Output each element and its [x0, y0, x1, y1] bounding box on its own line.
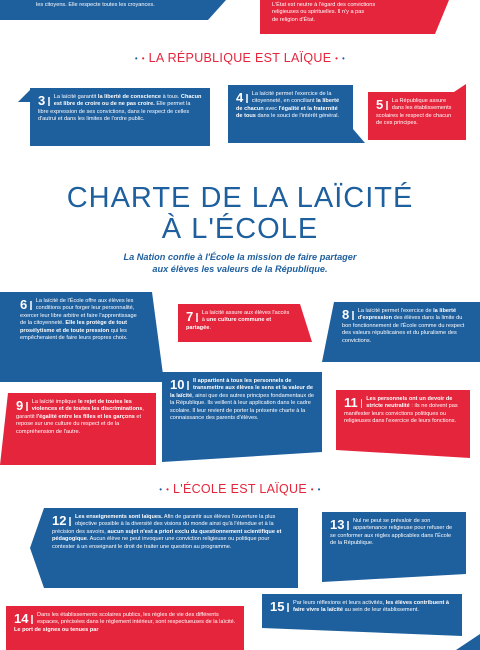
article-12-wedge: [30, 508, 44, 588]
article-9-card: 9 La laïcité implique le rejet de toutes les violences et de toutes les discriminations, garantit l'égalité entre les filles et les garçons et repose sur une culture du respect et de la compréhension de l'autre.: [8, 393, 156, 465]
article-13-number: 13: [330, 518, 349, 531]
article-11-number: 11: [344, 396, 362, 409]
article-1-text: les citoyens. Elle respecte toutes les croyances.: [36, 2, 155, 8]
article-10-wedge: [162, 452, 322, 462]
title-line-1: CHARTE DE LA LAÏCITÉ: [66, 182, 414, 214]
section-ecole-laique: • • L'ÉCOLE EST LAÏQUE • •: [159, 482, 321, 496]
article-2-card: [260, 0, 435, 34]
article-8-wedge: [322, 302, 334, 362]
article-7-card: 7 La laïcité assure aux élèves l'accès à une culture commune et partagée.: [178, 304, 300, 342]
article-2-text-2: religieuses ou spirituelles. Il n'y a pas: [272, 9, 365, 16]
page-title: [0, 184, 480, 244]
article-15-number: 15: [270, 600, 289, 613]
article-5-card: 5 La République assure dans les établissements scolaires le respect de chacun de ces principes.: [368, 92, 466, 140]
corner-decoration: [446, 628, 480, 650]
article-12-card: 12 Les enseignements sont laïques. Afin de garantir aux élèves l'ouverture la plus objective possible à la diversité des visions du monde ainsi qu'à l'étendue et à la précision des savoirs, aucun sujet n'est a priori exclu du questionnement scientifique et pédagogique. Aucun élève ne peut invoquer une conviction religieuse ou politique pour contester à un enseignant le droit de traiter une question au programme.: [44, 508, 298, 588]
article-3-card: 3 La laïcité garantit la liberté de conscience à tous. Chacun est libre de croire ou de ne pas croire. Elle permet la libre expression de ses convictions, dans le respect de celles d'autrui et dans les limites de l'ordre public.: [30, 88, 210, 146]
article-4-number: 4: [236, 91, 248, 104]
page-subtitle: La Nation confie à l'École la mission de faire partager aux élèves les valeurs de la République.: [123, 252, 357, 274]
article-12-number: 12: [52, 514, 71, 527]
article-11-card: 11 Les personnels ont un devoir de stricte neutralité : ils ne doivent pas manifester leurs convictions politiques ou religieuses dans l'exercice de leurs fonctions.: [336, 390, 470, 450]
article-7-number: 7: [186, 310, 198, 323]
article-4-wedge: [353, 129, 365, 143]
article-8-number: 8: [342, 308, 354, 321]
section-2-label: L'ÉCOLE EST LAÏQUE: [173, 482, 307, 496]
article-3-number: 3: [38, 94, 50, 107]
article-15-wedge: [262, 628, 462, 636]
article-2-text-3: de religion d'État.: [272, 16, 316, 23]
section-republique-laique: • • LA RÉPUBLIQUE EST LAÏQUE • •: [134, 51, 346, 65]
article-8-card: 8 La laïcité permet l'exercice de la liberté d'expression des élèves dans la limite du bon fonctionnement de l'École comme du respect des valeurs républicaines et du pluralisme des convictions.: [334, 302, 480, 362]
article-10-number: 10: [170, 378, 189, 391]
article-9-wedge: [0, 393, 8, 465]
article-10-card: 10 Il appartient à tous les personnels de transmettre aux élèves le sens et la valeur de la laïcité, ainsi que des autres principes fondamentaux de la République. Ils veillent à leur application dans le cadre scolaire. Il leur revient de porter la présente charte à la connaissance des parents d'élèves.: [162, 372, 322, 452]
article-5-number: 5: [376, 98, 388, 111]
article-6-number: 6: [20, 298, 32, 311]
article-15-card: 15 Par leurs réflexions et leurs activités, les élèves contribuent à faire vivre la laïcité au sein de leur établissement.: [262, 594, 462, 628]
article-2-text-1: L'État est neutre à l'égard des convictions: [272, 2, 376, 8]
article-2-wedge: [435, 0, 449, 36]
article-1-wedge: [208, 0, 226, 22]
article-6-wedge: [152, 292, 164, 382]
article-14-number: 14: [14, 612, 33, 625]
title-line-2: À L'ÉCOLE: [161, 213, 319, 245]
article-5-wedge: [454, 84, 466, 92]
article-13-card: 13 Nul ne peut se prévaloir de son appartenance religieuse pour refuser de se conformer aux règles applicables dans l'École de la République.: [322, 512, 466, 574]
article-1-card: [0, 0, 208, 20]
article-14-card: 14 Dans les établissements scolaires publics, les règles de vie des différents espaces, précisées dans le règlement intérieur, sont respectueuses de la laïcité. Le port de signes ou tenues par: [6, 606, 244, 650]
article-11-wedge: [336, 450, 470, 458]
article-6-card: 6 La laïcité de l'École offre aux élèves les conditions pour forger leur personnalité, exercer leur libre arbitre et faire l'apprentissage de la citoyenneté. Elle les protège de tout prosélytisme et de toute pression qui les empêcheraient de faire leurs propres choix.: [0, 292, 152, 382]
section-1-label: LA RÉPUBLIQUE EST LAÏQUE: [148, 51, 332, 65]
article-7-wedge: [300, 304, 312, 342]
article-4-card: 4 La laïcité permet l'exercice de la citoyenneté, en conciliant la liberté de chacun avec l'égalité et la fraternité de tous dans le souci de l'intérêt général.: [228, 85, 353, 143]
article-13-wedge: [322, 574, 466, 582]
article-9-number: 9: [16, 399, 28, 412]
